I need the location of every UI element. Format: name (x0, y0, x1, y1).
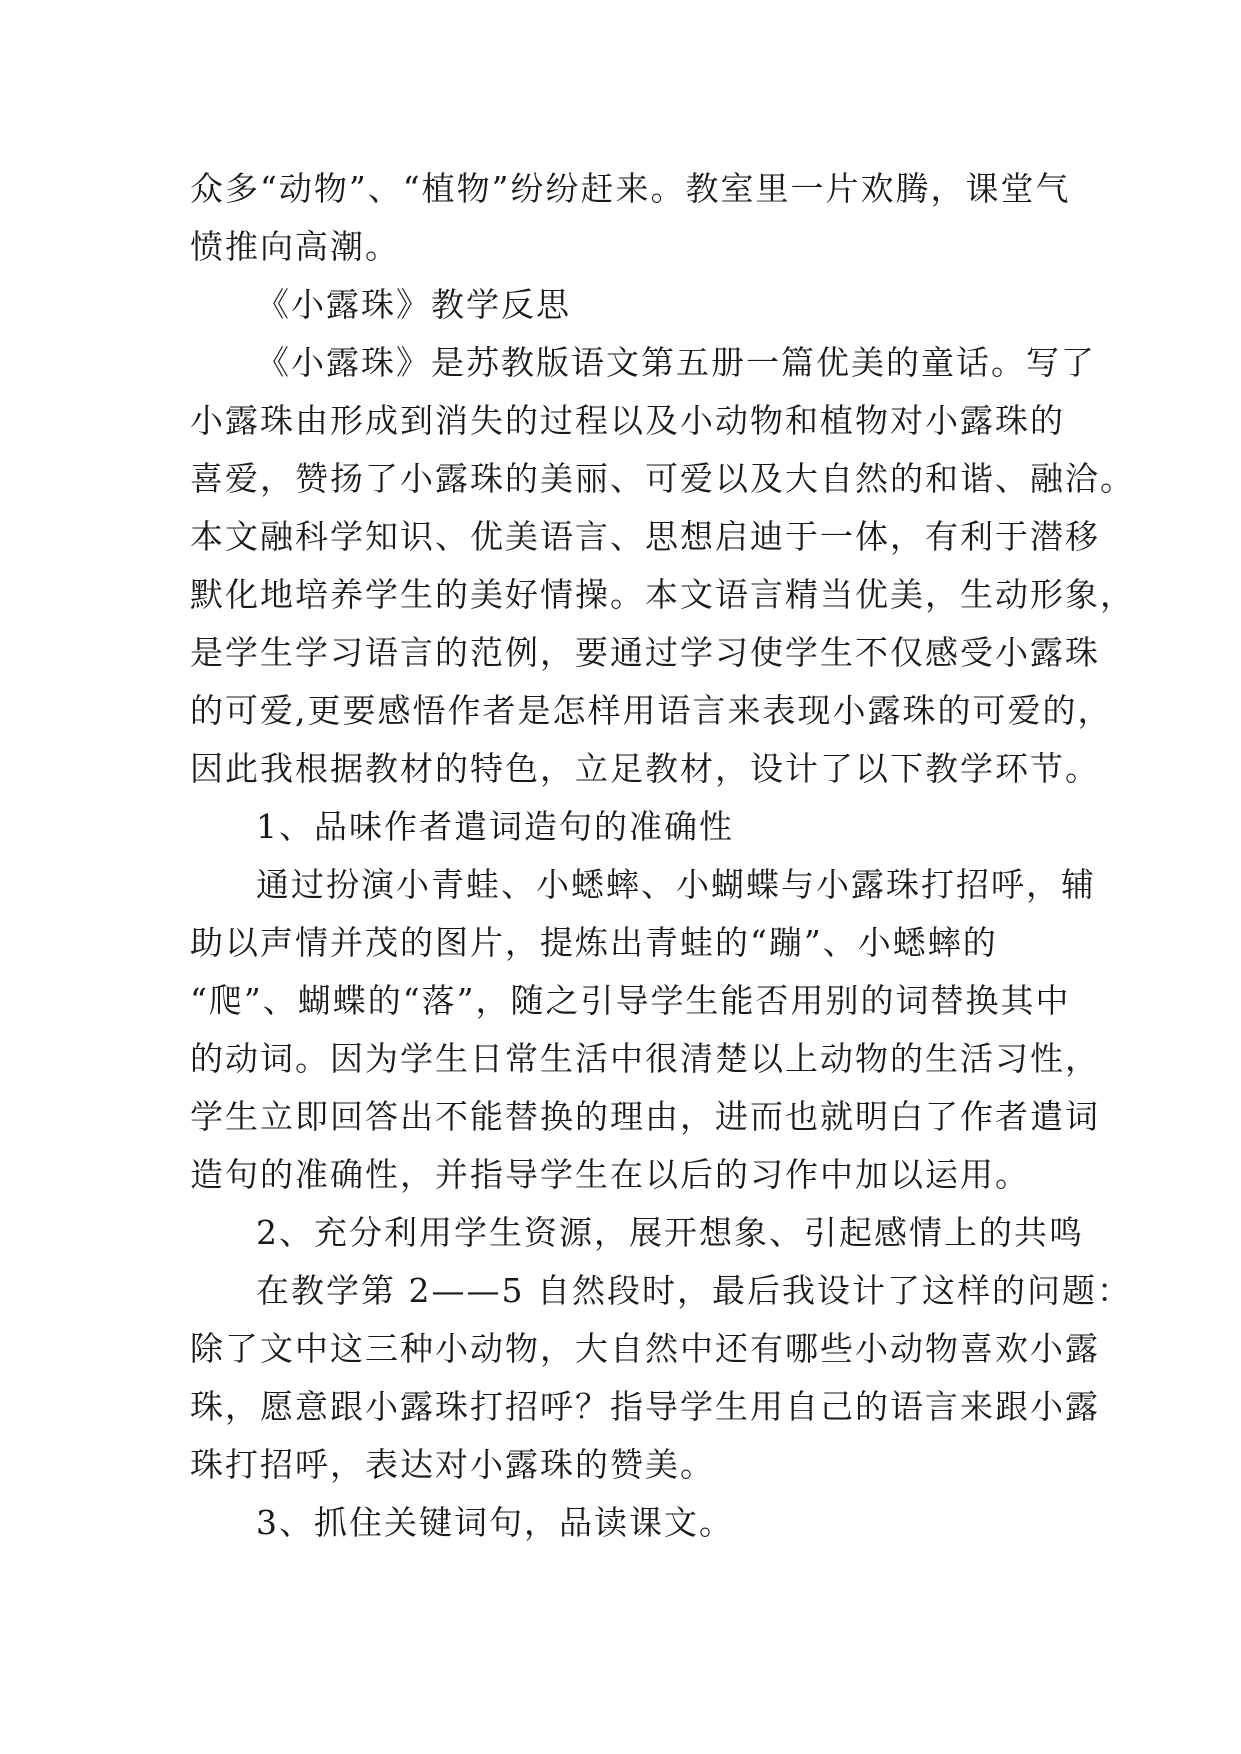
text-line: 的可爱,更要感悟作者是怎样用语言来表现小露珠的可爱的， (190, 691, 1113, 730)
subheading: 3、抓住关键词句，品读课文。 (256, 1503, 734, 1542)
text-line: 助以声情并茂的图片，提炼出青蛙的“蹦”、小蟋蟀的 (190, 923, 998, 962)
text-line: 《小露珠》是苏教版语文第五册一篇优美的童话。写了 (256, 343, 1096, 382)
subheading: 1、品味作者遣词造句的准确性 (256, 807, 734, 846)
section-title: 《小露珠》教学反思 (256, 285, 571, 324)
text-line: 在教学第 2——5 自然段时，最后我设计了这样的问题： (256, 1271, 1132, 1310)
document-body (190, 160, 1135, 1552)
text-line: 喜爱，赞扬了小露珠的美丽、可爱以及大自然的和谐、融洽。 (190, 459, 1135, 498)
text-line: 通过扮演小青蛙、小蟋蟀、小蝴蝶与小露珠打招呼，辅 (256, 865, 1096, 904)
text-line: 造句的准确性，并指导学生在以后的习作中加以运用。 (190, 1155, 1030, 1194)
text-line: 本文融科学知识、优美语言、思想启迪于一体，有利于潜移 (190, 517, 1100, 556)
text-line: 众多“动物”、“植物”纷纷赶来。教室里一片欢腾，课堂气 (190, 169, 1071, 208)
text-line: 是学生学习语言的范例，要通过学习使学生不仅感受小露珠 (190, 633, 1100, 672)
text-line: 学生立即回答出不能替换的理由，进而也就明白了作者遣词 (190, 1097, 1100, 1136)
text-line: 的动词。因为学生日常生活中很清楚以上动物的生活习性， (190, 1039, 1100, 1078)
text-line: 珠打招呼，表达对小露珠的赞美。 (190, 1445, 715, 1484)
text-line: 珠，愿意跟小露珠打招呼？指导学生用自己的语言来跟小露 (190, 1387, 1100, 1426)
text-line: 小露珠由形成到消失的过程以及小动物和植物对小露珠的 (190, 401, 1065, 440)
subheading: 2、充分利用学生资源，展开想象、引起感情上的共鸣 (256, 1213, 1084, 1252)
text-line: 除了文中这三种小动物，大自然中还有哪些小动物喜欢小露 (190, 1329, 1100, 1368)
text-line: “爬”、蝴蝶的“落”，随之引导学生能否用别的词替换其中 (190, 981, 1071, 1020)
text-line: 默化地培养学生的美好情操。本文语言精当优美，生动形象， (190, 575, 1135, 614)
text-line: 愤推向高潮。 (190, 227, 400, 266)
text-line: 因此我根据教材的特色，立足教材，设计了以下教学环节。 (190, 749, 1100, 788)
